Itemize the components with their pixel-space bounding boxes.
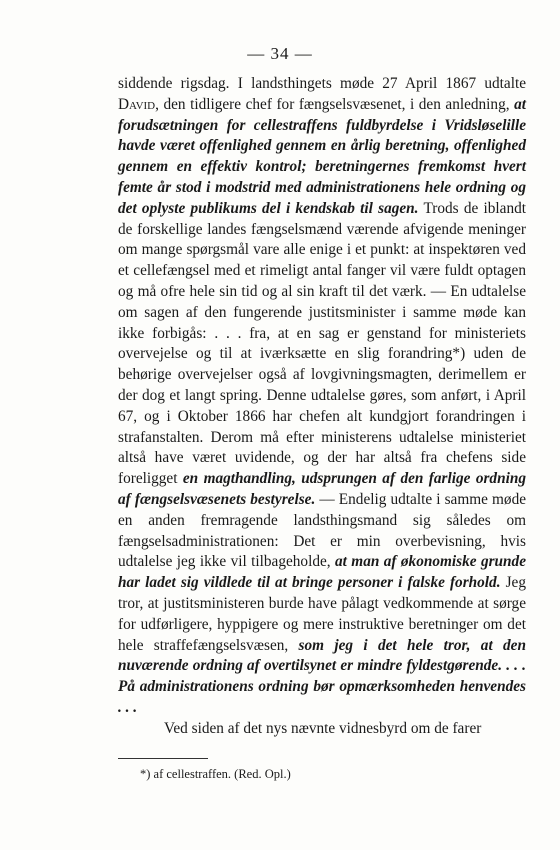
- footnote: *) af cellestraffen. (Red. Opl.): [140, 767, 291, 781]
- footnote-divider: [118, 758, 208, 759]
- emphasis-run: at man af økonomiske grunde har ladet sig vildlede til at bringe personer i falske forhold.: [118, 553, 526, 592]
- emphasis-run: at forudsætningen for cellestraffens fuldbyrdelse i Vridsløselille havde været offenlighed gennem en årlig beretning, offenlighed gennem en effektiv kontrol; beretningernes fremkomst hvert femte år stod i modstrid med administrationens hele ordning og det oplyste publikums del i kendskab til sagen.: [118, 95, 526, 217]
- emphasis-run: som jeg i det hele tror, at den nuværende ordning af overtilsynet er mindre fyldestgørende. . . . På administrationens ordning bør opmærksomheden henvendes . . .: [118, 636, 526, 716]
- text-run: , den tidligere chef for fængselsvæsenet, i den anledning,: [155, 95, 515, 113]
- body-text: [118, 74, 526, 740]
- page-number: — 34 —: [247, 44, 313, 63]
- emphasis-run: en magthandling, udsprungen af den farlige ordning af fængselsvæsenets bestyrelse.: [118, 470, 526, 508]
- name-smallcaps: David: [118, 95, 156, 113]
- text-run: — Endelig udtalte i samme møde en anden fremragende landsthingsmand sig således om fængselsadministrationen: Det er min overbevisning, hvis udtalelse jeg ikke vil tilbageholde,: [118, 490, 527, 571]
- text-run: Jeg tror, at justitsministeren burde have pålagt vedkommende at sørge for udførligere, hyppigere og mere instruktive beretninger om det hele straffefængselsvæsen,: [118, 574, 526, 654]
- paragraph: [118, 74, 526, 719]
- text-run: Ved siden af det nys nævnte vidnesbyrd om de farer: [164, 719, 482, 737]
- paragraph: [118, 719, 526, 740]
- text-run: siddende rigsdag. I landsthingets møde 27 April 1867 udtalte: [118, 75, 526, 92]
- text-run: Trods de iblandt de forskellige landes fængselsmænd værende afvigende meninger om mange spørgsmål vare alle enige i et punkt: at inspektøren ved et cellefængsel med et rimeligt antal fanger vil være fuldt optagen og må ofre hele sin tid og al sin kraft til det værk. — En udtalelse om sagen af den fungerende justitsminister i samme møde kan ikke forbigås: . . . fra, at en sag er genstand for ministeriets overvejelse og til at iværksætte en slig forandring*) uden de behørige overvejelser også af lovgivningsmagten, derimellem er der dog et langt spring. Denne udtalelse gøres, som anført, i April 67, og i Oktober 1866 har chefen alt kundgjort forandringen i strafanstalten. Derom må efter ministerens udtalelse ministeriet altså have været uvidende, og der har altså fra chefens side foreligget: [118, 199, 526, 488]
